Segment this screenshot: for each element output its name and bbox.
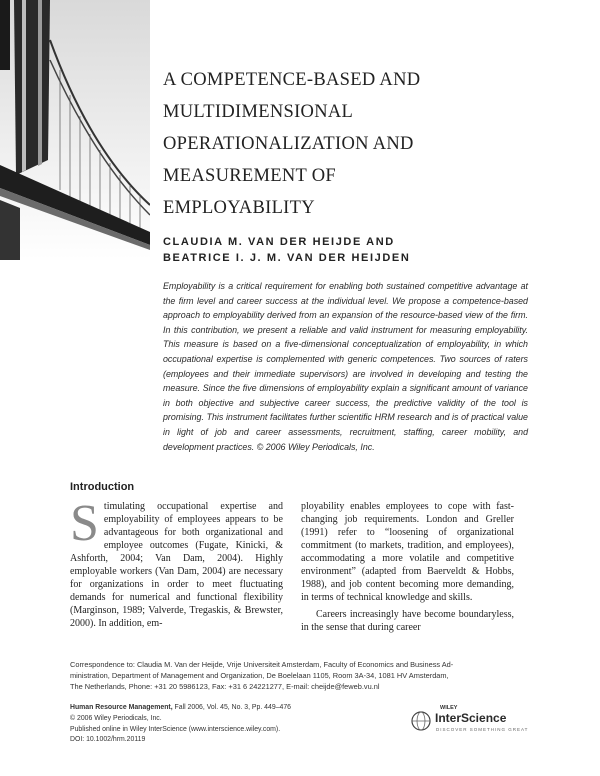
online-line: Published online in Wiley InterScience (www.interscience.wiley.com).	[70, 725, 281, 733]
interscience-logo	[410, 705, 530, 737]
title-line: OPERATIONALIZATION AND	[163, 134, 414, 154]
globe-icon	[410, 710, 432, 732]
drop-cap: S	[70, 495, 99, 552]
title-line: EMPLOYABILITY	[163, 198, 315, 218]
title-line: MULTIDIMENSIONAL	[163, 102, 354, 122]
publication-footer	[70, 703, 291, 746]
correspondence-line: ministration, Department of Management and Organization, De Boelelaan 1105, Room 3A-34, 1081 HV Amsterdam,	[70, 671, 449, 680]
section-heading: Introduction	[70, 481, 135, 493]
body-paragraph: Careers increasingly have become boundaryless, in the sense that during career	[301, 609, 514, 633]
journal-issue: Fall 2006, Vol. 45, No. 3, Pp. 449–476	[172, 704, 291, 711]
logo-wiley-text: WILEY	[440, 705, 458, 711]
correspondence-line: The Netherlands, Phone: +31 20 5986123, Fax: +31 6 24221277, E-mail: cheijde@feweb.vu.nl	[70, 682, 380, 691]
paragraph-text: timulating occupational expertise and employability of employees appears to be advantageous for both organizational and employee outcomes (Fugate, Kinicki, & Ashforth, 2004; Van Dam, 2004). Highly employable workers (Van Dam, 2004) are necessary for organizations in order to meet fluctuating demands for numerical and functional flexibility (Marginson, 1989; Valverde, Tregaskis, & Brewster, 2000). In addition, em-	[70, 501, 283, 629]
title-line: MEASUREMENT OF	[163, 166, 336, 186]
abstract: Employability is a critical requirement for enabling both sustained competitive advantage at the firm level and career success at the individual level. We propose a competence-based approach to employability derived from an expansion of the resource-based view of the firm. In this contribution, we present a reliable and valid instrument for measuring employability. This measure is based on a five-dimensional conceptualization of employability, in which occupational expertise is complemented with generic competences. Two sources of raters (employees and their immediate supervisors) are involved in developing and testing the measure. Since the five dimensions of employability explain a significant amount of variance in both objective and subjective career success, the predictive validity of the tool is promising. This instrument facilitates further scientific HRM research and is of practical value in light of job and career assessments, recruitment, staffing, career mobility, and development practices. © 2006 Wiley Periodicals, Inc.	[163, 281, 528, 452]
body-paragraph	[70, 495, 283, 630]
author-line: CLAUDIA M. VAN DER HEIJDE AND	[163, 236, 395, 248]
journal-citation	[70, 703, 291, 714]
author-byline	[163, 234, 583, 266]
title-line: A COMPETENCE-BASED AND	[163, 70, 421, 90]
logo-tagline: DISCOVER SOMETHING GREAT	[436, 727, 529, 732]
bridge-photo	[0, 0, 150, 260]
article-title	[163, 64, 563, 224]
doi-line: DOI: 10.1002/hrm.20119	[70, 736, 146, 744]
body-column-right	[301, 500, 514, 634]
correspondence-line: Correspondence to: Claudia M. Van der Heijde, Vrije Universiteit Amsterdam, Faculty of Economics and Business Ad-	[70, 660, 454, 669]
author-line: BEATRICE I. J. M. VAN DER HEIJDEN	[163, 252, 411, 264]
copyright-line: © 2006 Wiley Periodicals, Inc.	[70, 714, 162, 722]
correspondence-note	[70, 659, 540, 692]
body-column-left	[70, 495, 283, 630]
journal-name: Human Resource Management,	[70, 704, 173, 711]
logo-main-text: InterScience	[435, 711, 507, 725]
body-paragraph: ployability enables employees to cope with fast-changing job requirements. London and Greller (1991) refer to “loosening of organizational commitment (to markets, tradition, and employees), accommodating a more volatile and competitive environment” (adapted from Baerveldt & Hobbs, 1988), and job content becoming more demanding, in terms of technical knowledge and skills.	[301, 501, 514, 603]
